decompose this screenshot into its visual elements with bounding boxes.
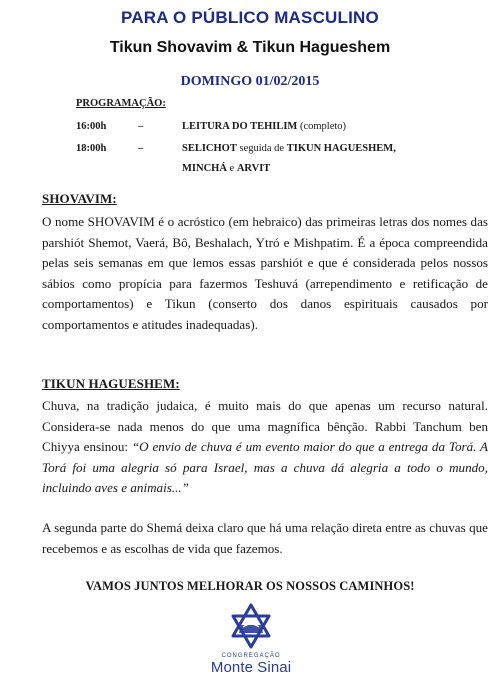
section-heading-shovavim: SHOVAVIM: [42, 191, 117, 206]
schedule-time: 18:00h [76, 143, 107, 154]
schedule-activity [182, 121, 500, 132]
paragraph-hagueshem-intro: Chuva, na tradição judaica, é muito mais do que apenas um recurso natural. Considera-se nada menos do que uma magnífica bênção. Rabbi Tanchum ben Chiyya ensinou: [42, 398, 488, 455]
paragraph-hagueshem [42, 396, 488, 499]
schedule-dash: – [138, 121, 144, 132]
closing-message: VAMOS JUNTOS MELHORAR OS NOSSOS CAMINHOS! [85, 579, 415, 593]
page-title: PARA O PÚBLICO MASCULINO [121, 8, 379, 27]
schedule-activity [182, 143, 500, 154]
logo-name: Monte Sinai [210, 659, 292, 676]
schedule-time: 16:00h [76, 121, 107, 132]
schedule-activity-main: SELICHOT [182, 143, 237, 154]
schedule-activity-extra: (completo) [297, 121, 347, 132]
congregation-logo [203, 603, 299, 677]
star-of-david-icon [203, 603, 299, 655]
schedule-activity-main: LEITURA DO TEHILIM [182, 121, 298, 132]
schedule-continuation [182, 163, 270, 174]
paragraph-shema: A segunda parte do Shemá deixa claro que há uma relação direta entre as chuvas que recebemos e as escolhas de vida que fazemos. [42, 520, 488, 556]
program-label: PROGRAMAÇÃO: [76, 98, 166, 109]
schedule-dash: – [138, 143, 144, 154]
logo-small-text: CONGREGAÇÃO [221, 653, 281, 659]
schedule-cont-mid: e [226, 163, 237, 174]
rabbi-quote: “O envio de chuva é um evento maior do que a entrega da Torá. A Torá foi uma alegria só para Israel, mas a chuva dá alegria a todo o mundo, incluindo aves e animais...” [42, 439, 488, 496]
section-heading-hagueshem: TIKUN HAGUESHEM: [42, 376, 180, 391]
schedule-activity-extra: seguida de [236, 143, 287, 154]
schedule-cont-end: ARVIT [236, 163, 271, 174]
paragraph-shovavim: O nome SHOVAVIM é o acróstico (em hebraico) das primeiras letras dos nomes das parshiót Shemot, Vaerá, Bô, Beshalach, Ytró e Mishpatim. É a época compreendida pelas seis semanas em que lemos essas parshiót e que é considerada pelos nossos sábios como propícia para fazermos Teshuvá (arrependimento e retificação de comportamentos) e Tikun (conserto dos danos espirituais causados por comportamentos e atitudes inadequadas). [42, 214, 488, 332]
schedule-activity-tail: TIKUN HAGUESHEM, [286, 143, 396, 154]
schedule-cont-bold: MINCHÁ [182, 163, 227, 174]
event-date: DOMINGO 01/02/2015 [180, 74, 320, 89]
page-subtitle: Tikun Shovavim & Tikun Hagueshem [109, 39, 391, 56]
